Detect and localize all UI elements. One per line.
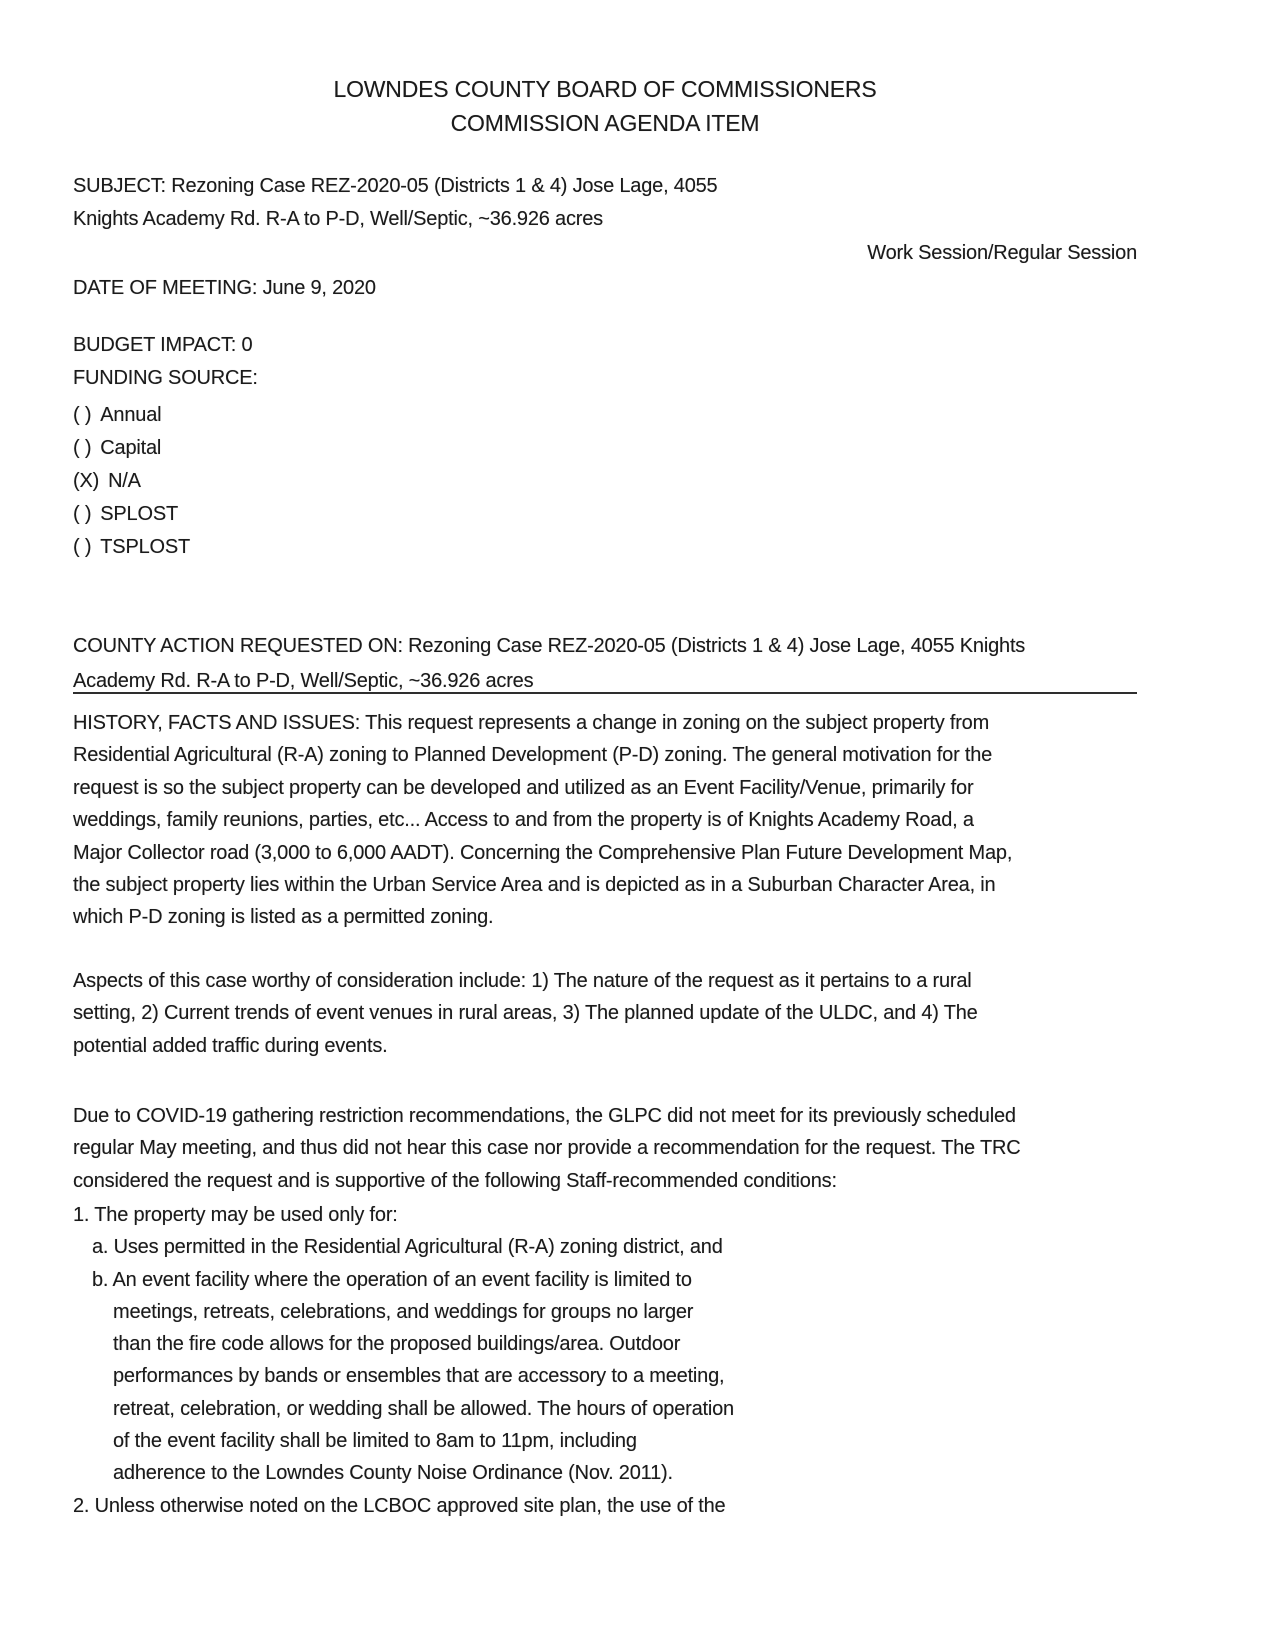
- text-line: request is so the subject property can be developed and utilized as an Event Facility/Venue, primarily for: [73, 776, 974, 799]
- text-line: considered the request and is supportive of the following Staff-recommended conditions:: [73, 1169, 837, 1192]
- document-header: [73, 72, 1137, 140]
- funding-option-label: Capital: [100, 437, 162, 459]
- checkbox-mark: ( ): [73, 437, 92, 459]
- checkbox-mark: ( ): [73, 404, 92, 426]
- subject-section: [73, 170, 1137, 236]
- text-line: Residential Agricultural (R-A) zoning to Planned Development (P-D) zoning. The general motivation for the: [73, 744, 993, 767]
- conditions-list: [73, 1199, 1137, 1522]
- budget-section: [73, 329, 1137, 395]
- condition-item: adherence to the Lowndes County Noise Ordinance (Nov. 2011).: [113, 1462, 673, 1485]
- checkbox-mark: ( ): [73, 536, 92, 558]
- meeting-date-label: DATE OF MEETING: June 9, 2020: [73, 277, 376, 299]
- condition-item: retreat, celebration, or wedding shall be allowed. The hours of operation: [113, 1397, 734, 1420]
- county-action-section: [73, 629, 1137, 699]
- text-line: potential added traffic during events.: [73, 1034, 388, 1057]
- condition-item: than the fire code allows for the proposed buildings/area. Outdoor: [113, 1333, 681, 1356]
- document-subtitle: COMMISSION AGENDA ITEM: [450, 110, 760, 136]
- subject-line: Knights Academy Rd. R-A to P-D, Well/Septic, ~36.926 acres: [73, 208, 603, 230]
- text-line: HISTORY, FACTS AND ISSUES: This request represents a change in zoning on the subject property from: [73, 712, 990, 734]
- condition-item: 1. The property may be used only for:: [73, 1204, 398, 1226]
- aspects-paragraph: [73, 965, 1137, 1062]
- document-content: [73, 0, 1137, 1651]
- text-line: the subject property lies within the Urban Service Area and is depicted as in a Suburban Character Area, in: [73, 874, 996, 897]
- subject-line: SUBJECT: Rezoning Case REZ-2020-05 (Districts 1 & 4) Jose Lage, 4055: [73, 175, 718, 197]
- condition-item: 2. Unless otherwise noted on the LCBOC approved site plan, the use of the: [73, 1494, 726, 1517]
- funding-options-list: [73, 399, 1137, 564]
- checkbox-mark: (X): [73, 470, 100, 492]
- text-line: setting, 2) Current trends of event venues in rural areas, 3) The planned update of the ULDC, and 4) The: [73, 1002, 978, 1025]
- funding-option: [73, 399, 1137, 432]
- condition-item: b. An event facility where the operation of an event facility is limited to: [92, 1268, 692, 1291]
- budget-impact-label: BUDGET IMPACT: 0: [73, 334, 253, 356]
- funding-option: [73, 531, 1137, 564]
- funding-option: [73, 465, 1137, 498]
- funding-option-label: TSPLOST: [100, 536, 191, 558]
- county-action-line: COUNTY ACTION REQUESTED ON: Rezoning Case REZ-2020-05 (Districts 1 & 4) Jose Lage, 4055 Knights: [73, 635, 1026, 657]
- text-line: regular May meeting, and thus did not hear this case nor provide a recommendation for the request. The TRC: [73, 1137, 1021, 1160]
- funding-option-label: N/A: [108, 470, 141, 492]
- text-line: Due to COVID-19 gathering restriction recommendations, the GLPC did not meet for its previously scheduled: [73, 1105, 1016, 1127]
- condition-item: of the event facility shall be limited to 8am to 11pm, including: [113, 1430, 637, 1453]
- text-line: weddings, family reunions, parties, etc... Access to and from the property is of Knights Academy Road, a: [73, 809, 974, 832]
- funding-option: [73, 498, 1137, 531]
- funding-option-label: Annual: [100, 404, 162, 426]
- condition-item: performances by bands or ensembles that are accessory to a meeting,: [113, 1365, 725, 1388]
- document-title: LOWNDES COUNTY BOARD OF COMMISSIONERS: [333, 76, 877, 102]
- funding-source-label: FUNDING SOURCE:: [73, 367, 258, 389]
- section-divider: [73, 692, 1137, 694]
- funding-option-label: SPLOST: [100, 503, 178, 525]
- condition-item: a. Uses permitted in the Residential Agricultural (R-A) zoning district, and: [92, 1236, 723, 1259]
- history-facts-paragraph: [73, 707, 1137, 934]
- checkbox-mark: ( ): [73, 503, 92, 525]
- condition-item: meetings, retreats, celebrations, and weddings for groups no larger: [113, 1300, 694, 1323]
- covid-paragraph: [73, 1100, 1137, 1197]
- session-type-label: Work Session/Regular Session: [867, 242, 1137, 264]
- text-line: Aspects of this case worthy of consideration include: 1) The nature of the request as it pertains to a rural: [73, 970, 972, 992]
- text-line: which P-D zoning is listed as a permitted zoning.: [73, 906, 494, 929]
- county-action-line: Academy Rd. R-A to P-D, Well/Septic, ~36.926 acres: [73, 670, 534, 692]
- funding-option: [73, 432, 1137, 465]
- text-line: Major Collector road (3,000 to 6,000 AADT). Concerning the Comprehensive Plan Future Development Map,: [73, 841, 1013, 864]
